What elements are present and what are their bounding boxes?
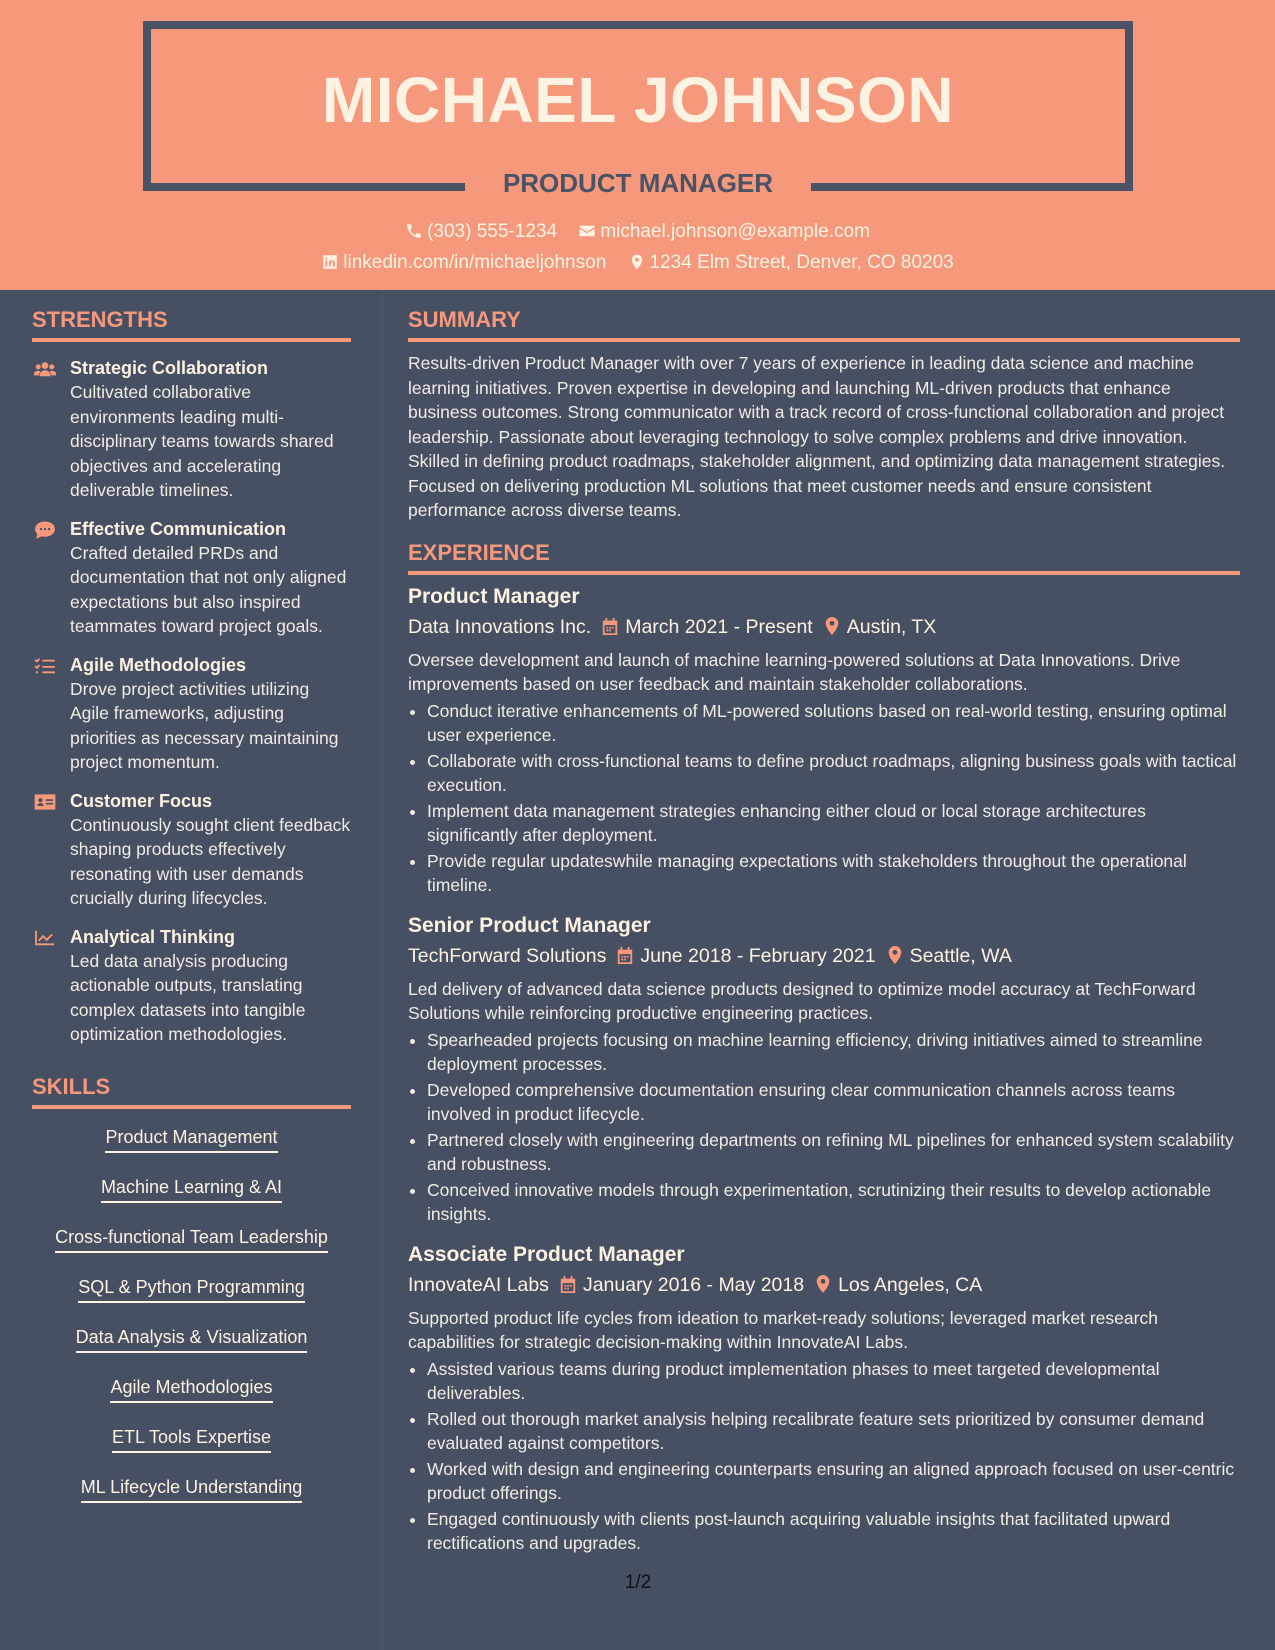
users-icon bbox=[34, 360, 56, 378]
page-number: 1/2 bbox=[624, 1572, 652, 1593]
map-marker-icon bbox=[814, 1274, 832, 1294]
skill-item: ETL Tools Expertise bbox=[112, 1425, 271, 1453]
resume-header bbox=[0, 0, 1275, 290]
job-company: InnovateAI Labs bbox=[408, 1273, 549, 1296]
job-bullet: • Collaborate with cross-functional teams to define product roadmaps, aligning business goals with tactical execution. bbox=[427, 749, 1240, 798]
calendar-icon bbox=[601, 616, 619, 636]
skill-item: Agile Methodologies bbox=[110, 1375, 272, 1403]
job-description: Supported product life cycles from ideation to market-ready solutions; leveraged market research capabilities for strategic decision-making within InnovateAI Labs. bbox=[408, 1307, 1158, 1352]
left-column bbox=[32, 306, 351, 1510]
job-title: Associate Product Manager bbox=[408, 1242, 685, 1266]
job-bullet: • Implement data management strategies enhancing either cloud or local storage architectures significantly after deployment. bbox=[427, 799, 1240, 848]
contact-row-2 bbox=[0, 250, 1275, 276]
job-title: Product Manager bbox=[408, 584, 580, 608]
strength-item bbox=[32, 356, 351, 503]
job-bullet: • Conduct iterative enhancements of ML-powered solutions based on real-world testing, ensuring optimal user experience. bbox=[427, 699, 1240, 748]
envelope-icon bbox=[578, 222, 596, 240]
strength-title: Agile Methodologies bbox=[70, 654, 247, 675]
skills-heading: SKILLS bbox=[32, 1073, 351, 1109]
job-entry bbox=[408, 583, 1240, 898]
skill-item: Data Analysis & Visualization bbox=[76, 1325, 308, 1353]
skills-list bbox=[32, 1117, 351, 1510]
job-company: TechForward Solutions bbox=[408, 944, 607, 967]
address-text: 1234 Elm Street, Denver, CO 80203 bbox=[649, 252, 954, 273]
job-bullet: • Provide regular updateswhile managing expectations with stakeholders throughout the operational timeline. bbox=[427, 849, 1240, 898]
chart-line-icon bbox=[34, 929, 56, 947]
calendar-icon bbox=[616, 945, 634, 965]
strength-title: Analytical Thinking bbox=[70, 926, 236, 947]
job-bullets bbox=[408, 1028, 1240, 1227]
contact-row-1 bbox=[0, 219, 1275, 245]
email-contact[interactable] bbox=[578, 219, 870, 245]
job-meta bbox=[408, 942, 1240, 970]
strength-desc: Crafted detailed PRDs and documentation that not only aligned expectations but also inspired teammates toward project goals. bbox=[70, 542, 347, 636]
phone-text: (303) 555-1234 bbox=[427, 221, 558, 242]
strength-title: Effective Communication bbox=[70, 518, 287, 539]
strength-item bbox=[32, 517, 351, 639]
candidate-name: MICHAEL JOHNSON bbox=[321, 64, 955, 136]
tasks-icon bbox=[34, 657, 56, 675]
strength-desc: Cultivated collaborative environments leading multi-disciplinary teams towards shared objectives and accelerating deliverable timelines. bbox=[70, 382, 334, 500]
map-marker-icon bbox=[823, 616, 841, 636]
summary-text: Results-driven Product Manager with over 7 years of experience in leading data science and machine learning initiatives. Proven expertise in developing and launching ML-driven products that enhance business outcomes. Strong communicator with a track record of cross-functional collaboration and project leadership. Passionate about leveraging technology to solve complex problems and drive innovation. Skilled in defining product roadmaps, stakeholder alignment, and optimizing data management strategies. Focused on delivering production ML solutions that meet customer needs and ensure consistent performance across diverse teams. bbox=[408, 353, 1226, 520]
job-bullet: • Assisted various teams during product implementation phases to meet targeted developmental deliverables. bbox=[427, 1357, 1240, 1406]
strengths-heading: STRENGTHS bbox=[32, 306, 351, 342]
job-entry bbox=[408, 1241, 1240, 1556]
strength-item bbox=[32, 789, 351, 911]
strength-desc: Led data analysis producing actionable outputs, translating complex datasets into tangible optimization methodologies. bbox=[70, 950, 306, 1044]
email-text: michael.johnson@example.com bbox=[600, 221, 870, 242]
address-contact bbox=[628, 250, 954, 276]
job-bullet: • Partnered closely with engineering departments on refining ML pipelines for enhanced system scalability and robustness. bbox=[427, 1128, 1240, 1177]
skill-item: ML Lifecycle Understanding bbox=[81, 1475, 302, 1503]
job-bullet: • Conceived innovative models through experimentation, scrutinizing their results to develop actionable insights. bbox=[427, 1178, 1240, 1227]
job-title: Senior Product Manager bbox=[408, 913, 651, 937]
linkedin-contact[interactable] bbox=[321, 250, 606, 276]
job-dates: March 2021 - Present bbox=[625, 615, 813, 638]
job-description: Oversee development and launch of machine learning-powered solutions at Data Innovations. Drive improvements based on user feedback and maintain stakeholder collaborations. bbox=[408, 649, 1181, 694]
job-location: Austin, TX bbox=[846, 615, 937, 638]
job-bullets bbox=[408, 1357, 1240, 1556]
map-marker-icon bbox=[628, 253, 646, 271]
job-bullet: • Worked with design and engineering counterparts ensuring an aligned approach focused on user-centric product offerings. bbox=[427, 1457, 1240, 1506]
strength-item bbox=[32, 653, 351, 775]
job-bullet: • Developed comprehensive documentation ensuring clear communication channels across teams involved in product lifecycle. bbox=[427, 1078, 1240, 1127]
comment-icon bbox=[34, 521, 56, 539]
skill-item: SQL & Python Programming bbox=[78, 1275, 304, 1303]
job-company: Data Innovations Inc. bbox=[408, 615, 592, 638]
linkedin-icon bbox=[321, 253, 339, 271]
calendar-icon bbox=[559, 1274, 577, 1294]
strength-desc: Continuously sought client feedback shaping products effectively resonating with user demands crucially during lifecycles. bbox=[70, 814, 351, 908]
strength-title: Strategic Collaboration bbox=[70, 358, 269, 378]
skill-item: Machine Learning & AI bbox=[101, 1175, 282, 1203]
strength-item bbox=[32, 925, 351, 1047]
skill-item: Product Management bbox=[105, 1125, 277, 1153]
job-location: Seattle, WA bbox=[909, 944, 1012, 967]
job-meta bbox=[408, 1271, 1240, 1299]
experience-heading: EXPERIENCE bbox=[408, 539, 1240, 575]
frame-bottom-right bbox=[811, 183, 1133, 191]
job-dates: June 2018 - February 2021 bbox=[640, 944, 876, 967]
id-card-icon bbox=[34, 793, 56, 811]
job-bullet: • Engaged continuously with clients post-launch acquiring valuable insights that facilitated upward rectifications and upgrades. bbox=[427, 1507, 1240, 1556]
job-entry bbox=[408, 912, 1240, 1227]
strength-desc: Drove project activities utilizing Agile frameworks, adjusting priorities as necessary maintaining project momentum. bbox=[70, 678, 339, 772]
skill-item: Cross-functional Team Leadership bbox=[55, 1225, 328, 1253]
summary-heading: SUMMARY bbox=[408, 306, 1240, 342]
right-column bbox=[408, 306, 1240, 1557]
job-location: Los Angeles, CA bbox=[838, 1273, 983, 1296]
strength-title: Customer Focus bbox=[70, 790, 213, 811]
candidate-role: PRODUCT MANAGER bbox=[502, 168, 774, 198]
job-bullets bbox=[408, 699, 1240, 898]
job-description: Led delivery of advanced data science products designed to optimize model accuracy at TechForward Solutions while reinforcing productive engineering practices. bbox=[408, 978, 1196, 1023]
phone-icon bbox=[405, 222, 423, 240]
column-divider bbox=[382, 290, 383, 1650]
job-bullet: • Spearheaded projects focusing on machine learning efficiency, driving initiatives aimed to streamline deployment processes. bbox=[427, 1028, 1240, 1077]
phone-contact[interactable] bbox=[405, 219, 557, 245]
map-marker-icon bbox=[886, 945, 904, 965]
job-meta bbox=[408, 613, 1240, 641]
frame-bottom-left bbox=[143, 183, 465, 191]
job-dates: January 2016 - May 2018 bbox=[582, 1273, 805, 1296]
linkedin-text: linkedin.com/in/michaeljohnson bbox=[343, 252, 607, 273]
job-bullet: • Rolled out thorough market analysis helping recalibrate feature sets prioritized by consumer demand evaluated against competitors. bbox=[427, 1407, 1240, 1456]
